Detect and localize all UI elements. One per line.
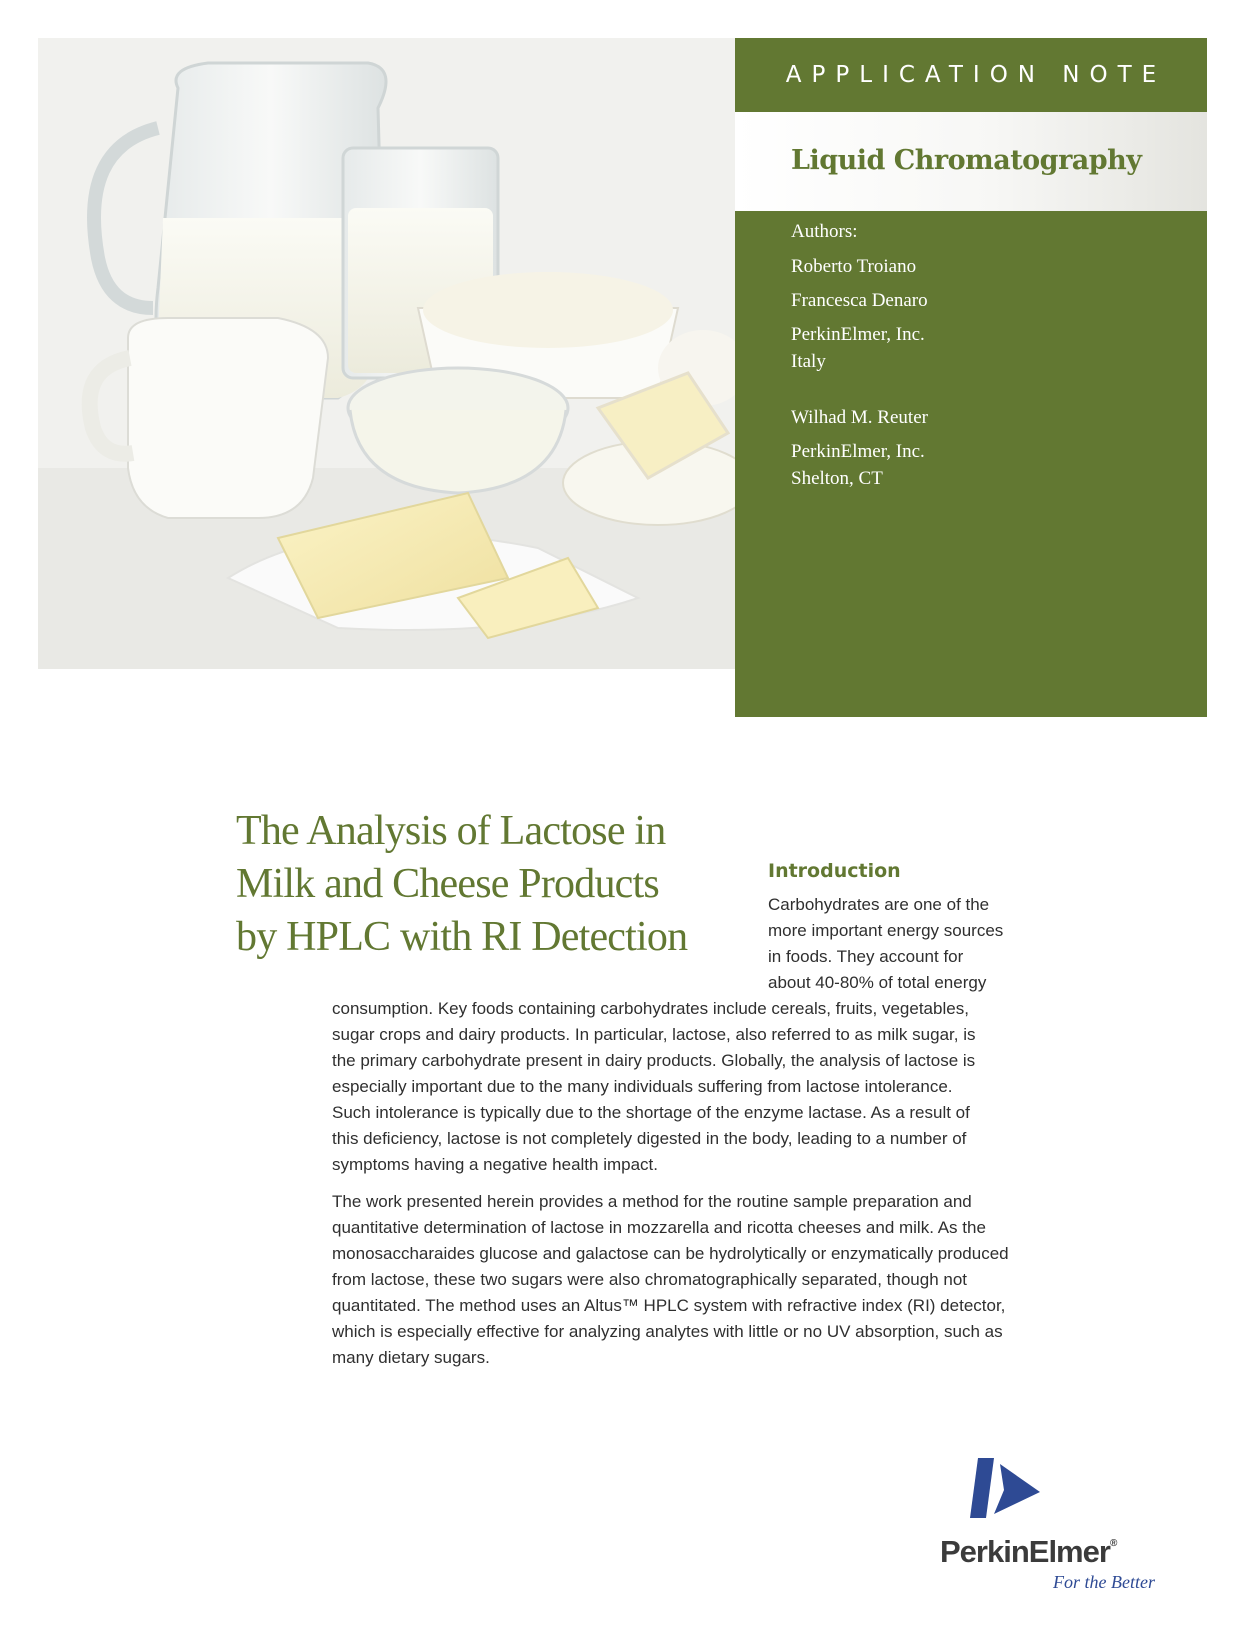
author-name: Roberto Troiano (791, 256, 917, 277)
text-line: the primary carbohydrate present in dairy products. Globally, the analysis of lactose is (332, 1051, 976, 1070)
author-affiliation: PerkinElmer, Inc. (791, 324, 925, 345)
application-note-label: APPLICATION NOTE (785, 62, 1167, 88)
text-line: this deficiency, lactose is not completely digested in the body, leading to a number of (332, 1129, 967, 1148)
author-affiliation: PerkinElmer, Inc. (791, 441, 925, 462)
dairy-illustration (38, 38, 735, 669)
authors-heading: Authors: (791, 221, 858, 242)
registered-mark: ® (1109, 1538, 1117, 1549)
introduction-opening (768, 892, 1068, 996)
text-line: sugar crops and dairy products. In particular, lactose, also referred to as milk sugar, is (332, 1025, 976, 1044)
text-line: The work presented herein provides a method for the routine sample preparation and (332, 1192, 972, 1211)
logo-wordmark (940, 1534, 1118, 1569)
author-name: Francesca Denaro (791, 290, 928, 311)
text-line: Carbohydrates are one of the (768, 895, 990, 914)
text-line: especially important due to the many individuals suffering from lactose intolerance. (332, 1077, 953, 1096)
category-label: Liquid Chromatography (791, 145, 1142, 176)
introduction-heading: Introduction (768, 860, 901, 882)
text-line: more important energy sources (768, 921, 1004, 940)
text-line: symptoms having a negative health impact. (332, 1155, 659, 1174)
logo-tagline: For the Better (1053, 1572, 1155, 1592)
perkinelmer-logo-graphic (930, 1450, 1170, 1595)
title-line: Milk and Cheese Products (236, 861, 659, 907)
text-line: consumption. Key foods containing carbohydrates include cereals, fruits, vegetables, (332, 999, 969, 1018)
text-line: many dietary sugars. (332, 1348, 490, 1367)
document-title (236, 805, 716, 964)
text-line: in foods. They account for (768, 947, 964, 966)
application-note-banner (735, 38, 1207, 112)
author-affiliation: Shelton, CT (791, 468, 883, 489)
author-name: Wilhad M. Reuter (791, 407, 928, 428)
text-line: monosaccharaides glucose and galactose can be hydrolytically or enzymatically produced (332, 1244, 1009, 1263)
dairy-products-photo (38, 38, 735, 669)
text-line: Such intolerance is typically due to the shortage of the enzyme lactase. As a result of (332, 1103, 970, 1122)
category-band (735, 112, 1207, 211)
perkinelmer-p-mark (970, 1458, 1040, 1518)
title-line: The Analysis of Lactose in (236, 808, 666, 854)
author-affiliation: Italy (791, 351, 826, 372)
text-line: quantitative determination of lactose in mozzarella and ricotta cheeses and milk. As the (332, 1218, 986, 1237)
authors-panel (735, 211, 1207, 717)
text-line: which is especially effective for analyzing analytes with little or no UV absorption, such as (332, 1322, 1003, 1341)
logo-name: PerkinElmer (940, 1534, 1110, 1569)
text-line: about 40-80% of total energy (768, 973, 987, 992)
perkinelmer-logo (930, 1450, 1170, 1595)
introduction-paragraph-2 (332, 1189, 1032, 1371)
title-line: by HPLC with RI Detection (236, 914, 688, 960)
introduction-paragraph-1 (332, 996, 1032, 1178)
text-line: quantitated. The method uses an Altus™ HPLC system with refractive index (RI) detector, (332, 1296, 1006, 1315)
text-line: from lactose, these two sugars were also chromatographically separated, though not (332, 1270, 968, 1289)
